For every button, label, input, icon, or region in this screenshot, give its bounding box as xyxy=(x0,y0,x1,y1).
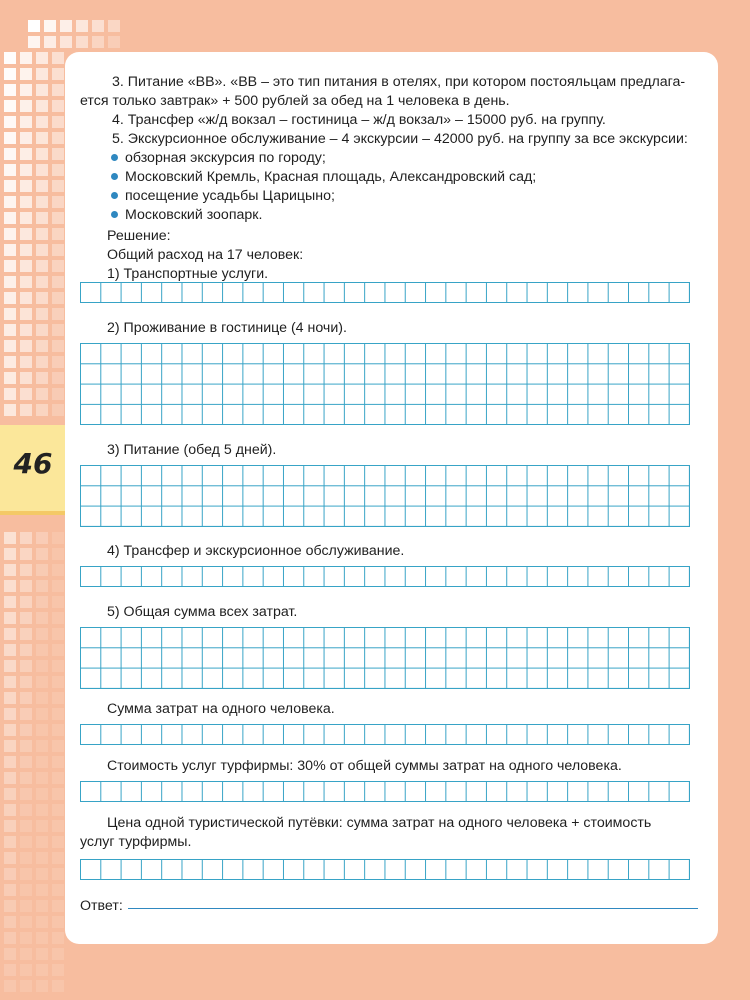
decorative-square xyxy=(20,148,32,160)
decorative-square xyxy=(36,276,48,288)
decorative-square xyxy=(36,852,48,864)
decorative-square xyxy=(28,36,40,48)
decorative-square xyxy=(52,116,64,128)
decorative-square xyxy=(36,52,48,64)
decorative-square xyxy=(4,740,16,752)
agency-fee-label: Стоимость услуг турфирмы: 30% от общей суммы затрат на одного человека. xyxy=(107,758,622,774)
decorative-square xyxy=(4,628,16,640)
bullet-icon xyxy=(111,211,118,218)
decorative-square xyxy=(36,596,48,608)
decorative-square xyxy=(4,580,16,592)
decorative-square xyxy=(4,404,16,416)
decorative-square xyxy=(20,564,32,576)
decorative-square xyxy=(4,276,16,288)
decorative-square xyxy=(36,900,48,912)
answer-grid-agency-fee[interactable] xyxy=(80,781,690,802)
decorative-square xyxy=(36,228,48,240)
decorative-square xyxy=(36,260,48,272)
decorative-square xyxy=(20,836,32,848)
decorative-square xyxy=(52,148,64,160)
step-transfer-excursion-label: 4) Трансфер и экскурсионное обслуживание. xyxy=(107,543,405,559)
decorative-square xyxy=(36,772,48,784)
answer-line[interactable] xyxy=(128,908,698,909)
decorative-square xyxy=(36,356,48,368)
decorative-square xyxy=(52,756,64,768)
decorative-square xyxy=(4,212,16,224)
decorative-square xyxy=(4,948,16,960)
bullet-icon xyxy=(111,154,118,161)
decorative-square xyxy=(20,228,32,240)
decorative-square xyxy=(20,852,32,864)
decorative-square xyxy=(20,68,32,80)
decorative-square xyxy=(36,116,48,128)
per-person-label: Сумма затрат на одного человека. xyxy=(107,701,335,717)
decorative-square xyxy=(4,788,16,800)
decorative-square xyxy=(4,932,16,944)
decorative-square xyxy=(20,324,32,336)
decorative-square xyxy=(20,180,32,192)
decorative-square xyxy=(52,580,64,592)
decorative-square xyxy=(20,724,32,736)
decorative-square xyxy=(36,532,48,544)
decorative-square xyxy=(20,948,32,960)
condition-excursions: 5. Экскурсионное обслуживание – 4 экскурсии – 42000 руб. на группу за все экскурсии: xyxy=(112,131,688,147)
excursion-item: обзорная экскурсия по городу; xyxy=(125,150,326,166)
decorative-square xyxy=(20,116,32,128)
decorative-square xyxy=(52,404,64,416)
decorative-square xyxy=(20,404,32,416)
decorative-square xyxy=(20,628,32,640)
decorative-square xyxy=(4,548,16,560)
decorative-square xyxy=(20,580,32,592)
decorative-square xyxy=(52,932,64,944)
decorative-square xyxy=(36,68,48,80)
decorative-square xyxy=(36,84,48,96)
decorative-square xyxy=(4,708,16,720)
decorative-square xyxy=(52,180,64,192)
decorative-square xyxy=(36,292,48,304)
decorative-square xyxy=(20,676,32,688)
decorative-square xyxy=(20,692,32,704)
step-meals-label: 3) Питание (обед 5 дней). xyxy=(107,442,277,458)
decorative-square xyxy=(4,692,16,704)
decorative-square xyxy=(20,340,32,352)
page-number: 46 xyxy=(13,447,53,480)
decorative-square xyxy=(4,596,16,608)
decorative-square xyxy=(36,372,48,384)
solution-heading: Решение: xyxy=(107,228,171,244)
answer-grid-accommodation[interactable] xyxy=(80,343,690,425)
decorative-square xyxy=(76,20,88,32)
decorative-square xyxy=(4,340,16,352)
decorative-square xyxy=(92,20,104,32)
decorative-square xyxy=(20,372,32,384)
decorative-square xyxy=(20,644,32,656)
decorative-square xyxy=(4,196,16,208)
decorative-square xyxy=(36,740,48,752)
decorative-square xyxy=(4,116,16,128)
decorative-square xyxy=(36,628,48,640)
decorative-square xyxy=(4,980,16,992)
decorative-square xyxy=(52,964,64,976)
decorative-square xyxy=(92,36,104,48)
decorative-square xyxy=(20,660,32,672)
step-accommodation-label: 2) Проживание в гостинице (4 ночи). xyxy=(107,320,347,336)
decorative-square xyxy=(60,20,72,32)
decorative-square xyxy=(4,388,16,400)
decorative-square xyxy=(52,276,64,288)
decorative-square xyxy=(52,628,64,640)
decorative-square xyxy=(4,836,16,848)
decorative-square xyxy=(36,724,48,736)
decorative-square xyxy=(52,708,64,720)
decorative-square xyxy=(52,356,64,368)
decorative-square xyxy=(52,532,64,544)
decorative-square xyxy=(52,804,64,816)
decorative-square xyxy=(20,756,32,768)
decorative-square xyxy=(36,212,48,224)
decorative-square xyxy=(20,212,32,224)
decorative-square xyxy=(52,644,64,656)
decorative-square xyxy=(52,308,64,320)
decorative-square xyxy=(4,820,16,832)
decorative-square xyxy=(4,292,16,304)
decorative-square xyxy=(20,884,32,896)
decorative-square xyxy=(36,324,48,336)
decorative-square xyxy=(52,916,64,928)
decorative-square xyxy=(28,20,40,32)
decorative-square xyxy=(4,964,16,976)
decorative-square xyxy=(36,180,48,192)
voucher-price-line1: Цена одной туристической путёвки: сумма затрат на одного человека + стоимость xyxy=(107,815,652,831)
decorative-square xyxy=(20,964,32,976)
decorative-square xyxy=(4,324,16,336)
decorative-square xyxy=(20,164,32,176)
bullet-icon xyxy=(111,173,118,180)
decorative-square xyxy=(4,180,16,192)
decorative-square xyxy=(36,612,48,624)
decorative-square xyxy=(44,20,56,32)
decorative-square xyxy=(36,820,48,832)
decorative-square xyxy=(36,692,48,704)
decorative-square xyxy=(52,372,64,384)
decorative-square xyxy=(4,900,16,912)
decorative-square xyxy=(108,36,120,48)
decorative-square xyxy=(52,340,64,352)
answer-grid-per-person[interactable] xyxy=(80,724,690,745)
decorative-square xyxy=(52,660,64,672)
bullet-icon xyxy=(111,192,118,199)
decorative-square xyxy=(36,164,48,176)
decorative-square xyxy=(52,68,64,80)
decorative-square xyxy=(4,228,16,240)
decorative-square xyxy=(52,292,64,304)
decorative-square xyxy=(20,820,32,832)
decorative-square xyxy=(36,788,48,800)
decorative-square xyxy=(52,852,64,864)
decorative-square xyxy=(4,612,16,624)
decorative-square xyxy=(52,724,64,736)
decorative-square xyxy=(4,244,16,256)
total-expense-label: Общий расход на 17 человек: xyxy=(107,247,304,263)
decorative-square xyxy=(36,884,48,896)
decorative-square xyxy=(20,772,32,784)
decorative-square xyxy=(36,932,48,944)
decorative-square xyxy=(20,612,32,624)
decorative-square xyxy=(4,724,16,736)
decorative-square xyxy=(20,308,32,320)
decorative-square xyxy=(52,948,64,960)
decorative-square xyxy=(4,772,16,784)
decorative-square xyxy=(36,804,48,816)
decorative-square xyxy=(52,836,64,848)
decorative-square xyxy=(20,596,32,608)
decorative-square xyxy=(52,164,64,176)
decorative-square xyxy=(36,308,48,320)
decorative-square xyxy=(4,660,16,672)
decorative-square xyxy=(52,868,64,880)
decorative-square xyxy=(4,676,16,688)
decorative-square xyxy=(36,836,48,848)
decorative-square xyxy=(20,388,32,400)
decorative-square xyxy=(4,260,16,272)
decorative-square xyxy=(20,868,32,880)
decorative-square xyxy=(52,228,64,240)
decorative-square xyxy=(20,356,32,368)
excursion-item: посещение усадьбы Царицыно; xyxy=(125,188,335,204)
decorative-square xyxy=(36,340,48,352)
decorative-square xyxy=(4,916,16,928)
decorative-square xyxy=(36,404,48,416)
decorative-square xyxy=(4,68,16,80)
answer-grid-total[interactable] xyxy=(80,627,690,689)
decorative-square xyxy=(44,36,56,48)
decorative-square xyxy=(36,660,48,672)
decorative-square xyxy=(52,84,64,96)
decorative-square xyxy=(52,132,64,144)
decorative-square xyxy=(4,564,16,576)
answer-grid-meals[interactable] xyxy=(80,465,690,527)
decorative-square xyxy=(20,804,32,816)
decorative-square xyxy=(4,52,16,64)
decorative-square xyxy=(52,820,64,832)
decorative-square xyxy=(52,740,64,752)
decorative-square xyxy=(52,548,64,560)
condition-meals-line1: 3. Питание «BB». «BB – это тип питания в отелях, при котором постояльцам предлага- xyxy=(112,74,686,90)
step-total-label: 5) Общая сумма всех затрат. xyxy=(107,604,298,620)
decorative-square xyxy=(52,52,64,64)
decorative-square xyxy=(4,100,16,112)
decorative-square xyxy=(52,388,64,400)
decorative-square xyxy=(20,708,32,720)
answer-grid-transfer-excursion[interactable] xyxy=(80,566,690,587)
decorative-square xyxy=(52,324,64,336)
answer-grid-voucher-price[interactable] xyxy=(80,859,690,880)
condition-meals-line2: ется только завтрак» + 500 рублей за обед на 1 человека в день. xyxy=(80,93,510,109)
decorative-square xyxy=(20,292,32,304)
excursion-item: Московский зоопарк. xyxy=(125,207,263,223)
decorative-square xyxy=(4,164,16,176)
decorative-square xyxy=(20,100,32,112)
decorative-square xyxy=(60,36,72,48)
decorative-square xyxy=(36,548,48,560)
decorative-square xyxy=(4,84,16,96)
decorative-square xyxy=(20,740,32,752)
decorative-square xyxy=(36,676,48,688)
decorative-square xyxy=(36,580,48,592)
decorative-square xyxy=(52,564,64,576)
decorative-square xyxy=(52,692,64,704)
decorative-square xyxy=(76,36,88,48)
decorative-square xyxy=(20,276,32,288)
decorative-square xyxy=(20,196,32,208)
decorative-square xyxy=(52,100,64,112)
decorative-square xyxy=(36,980,48,992)
decorative-square xyxy=(20,52,32,64)
decorative-square xyxy=(20,548,32,560)
decorative-square xyxy=(4,372,16,384)
decorative-square xyxy=(4,132,16,144)
decorative-square xyxy=(52,244,64,256)
decorative-square xyxy=(20,788,32,800)
decorative-square xyxy=(36,564,48,576)
decorative-square xyxy=(36,916,48,928)
decorative-square xyxy=(52,612,64,624)
decorative-square xyxy=(20,244,32,256)
decorative-square xyxy=(20,532,32,544)
decorative-square xyxy=(36,244,48,256)
decorative-square xyxy=(36,964,48,976)
decorative-square xyxy=(108,20,120,32)
decorative-square xyxy=(52,884,64,896)
answer-grid-transport[interactable] xyxy=(80,282,690,303)
decorative-square xyxy=(36,148,48,160)
decorative-square xyxy=(36,388,48,400)
decorative-square xyxy=(52,676,64,688)
decorative-square xyxy=(52,788,64,800)
condition-transfer: 4. Трансфер «ж/д вокзал – гостиница – ж/д вокзал» – 15000 руб. на группу. xyxy=(112,112,606,128)
decorative-square xyxy=(4,308,16,320)
decorative-square xyxy=(36,708,48,720)
decorative-square xyxy=(4,756,16,768)
decorative-square xyxy=(52,260,64,272)
decorative-square xyxy=(36,132,48,144)
decorative-square xyxy=(20,132,32,144)
decorative-square xyxy=(52,980,64,992)
decorative-square xyxy=(36,100,48,112)
answer-label: Ответ: xyxy=(80,898,123,914)
decorative-square xyxy=(4,868,16,880)
decorative-square xyxy=(4,852,16,864)
decorative-square xyxy=(4,884,16,896)
decorative-square xyxy=(52,900,64,912)
decorative-square xyxy=(36,196,48,208)
decorative-square xyxy=(4,804,16,816)
decorative-square xyxy=(52,596,64,608)
decorative-square xyxy=(52,212,64,224)
decorative-square xyxy=(52,196,64,208)
step-transport-label: 1) Транспортные услуги. xyxy=(107,266,269,282)
voucher-price-line2: услуг турфирмы. xyxy=(80,834,192,850)
decorative-square xyxy=(36,948,48,960)
decorative-square xyxy=(4,148,16,160)
decorative-square xyxy=(36,868,48,880)
decorative-square xyxy=(20,900,32,912)
decorative-square xyxy=(4,644,16,656)
decorative-square xyxy=(20,980,32,992)
decorative-square xyxy=(36,644,48,656)
decorative-square xyxy=(20,932,32,944)
excursion-item: Московский Кремль, Красная площадь, Александровский сад; xyxy=(125,169,537,185)
decorative-square xyxy=(36,756,48,768)
decorative-square xyxy=(4,532,16,544)
decorative-square xyxy=(20,260,32,272)
decorative-square xyxy=(20,916,32,928)
decorative-square xyxy=(52,772,64,784)
decorative-square xyxy=(20,84,32,96)
decorative-square xyxy=(4,356,16,368)
